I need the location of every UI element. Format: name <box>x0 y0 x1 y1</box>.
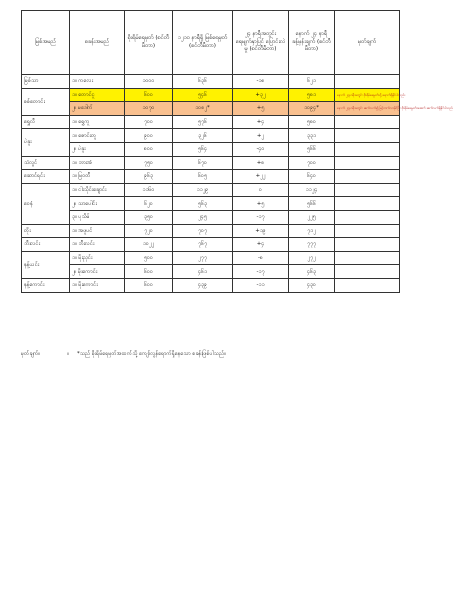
current-level-cell: ၅၇၆ <box>173 115 233 129</box>
table-row <box>22 197 400 211</box>
danger-level-cell: ၆၀၀ <box>125 88 173 102</box>
remark-cell: နောက် ၂၄နာရီအတွင်း ဆက်လက်၍ မြင့်တက်လာနိုင်ပြီး စိုးရိမ်ရေမှတ်အထက် ဆက်လက်ရှိနိုင်ပါသည်။ <box>335 102 400 116</box>
remark-cell <box>335 278 400 292</box>
station-cell: ၁။ မြဝတီ <box>70 170 125 184</box>
current-level-cell: ၄၃၉ <box>173 278 233 292</box>
station-cell: ၁။ ဘီးလင်း <box>70 238 125 252</box>
current-level-cell: ၅၆၃ <box>173 197 233 211</box>
current-level-cell: ၂၇၇ <box>173 251 233 265</box>
station-cell: ၁။ အဖူပင် <box>70 224 125 238</box>
current-level-cell: ၆၇၀ <box>173 156 233 170</box>
station-cell: ၂။ သာပေါင်း <box>70 197 125 211</box>
forecast-cell: ၇၀၀ <box>289 156 335 170</box>
station-cell: ၁။ မိုးကောင်း <box>70 278 125 292</box>
forecast-cell: ၃၃၁ <box>289 129 335 143</box>
danger-level-cell: ၇၀၀ <box>125 115 173 129</box>
remark-cell <box>335 251 400 265</box>
change-cell: +၃၂ <box>233 88 289 102</box>
forecast-cell: ၆၄၀ <box>289 170 335 184</box>
change-cell: -၈ <box>233 251 289 265</box>
table-row <box>22 238 400 252</box>
change-cell: +၄ <box>233 115 289 129</box>
remark-cell <box>335 142 400 156</box>
table-row <box>22 251 400 265</box>
footnote <box>21 350 226 358</box>
remark-cell <box>335 75 400 89</box>
station-cell: ၃။ ပုသိမ် <box>70 210 125 224</box>
river-name-cell: နန့်ကောင်း <box>22 278 70 292</box>
change-cell: +၂၂ <box>233 170 289 184</box>
danger-level-cell: ၆၂၀ <box>125 197 173 211</box>
forecast-cell: ၁၀၉၄* <box>289 102 335 116</box>
change-cell: +၄ <box>233 238 289 252</box>
remark-cell: နောက် ၂၄နာရီအတွင်း စိုးရိမ်ရေမှတ်သို့ ရောက်ရှိနိုင်ပါသည်။ <box>335 88 400 102</box>
change-cell: ၀ <box>233 183 289 197</box>
table-row <box>22 102 400 116</box>
current-level-cell: ၁၁၂၉ <box>173 183 233 197</box>
forecast-cell: ၅၆၆ <box>289 197 335 211</box>
river-name-cell: စစ်တောင်း <box>22 88 70 115</box>
forecast-cell: ၆၂၁ <box>289 75 335 89</box>
change-cell: +၈ <box>233 156 289 170</box>
danger-level-cell: ၅၀၀ <box>125 251 173 265</box>
remark-cell <box>335 129 400 143</box>
station-cell: ၁။ တောင်ငူ <box>70 88 125 102</box>
forecast-cell: ၅၈၀ <box>289 115 335 129</box>
danger-level-cell: ၃၅၀ <box>125 210 173 224</box>
table-row <box>22 88 400 102</box>
table-body <box>22 75 453 293</box>
forecast-cell: ၇၇၇ <box>289 238 335 252</box>
current-level-cell: ၇၀၇ <box>173 224 233 238</box>
current-level-cell: ၄၆၁ <box>173 265 233 279</box>
header-forecast: နောက် ၂၄ နာရီ ခန့်မှန်းချက် (စင်တီမီတာ) <box>289 11 335 75</box>
header-station: စခန်းအမည် <box>70 11 125 75</box>
remark-cell <box>335 183 400 197</box>
header-24h-change: ၂၄ နာရီအတွင်း ရေမျက်နှာပြင် ပြောင်းလဲမှု (စင်တီမီတာ) <box>233 11 289 75</box>
forecast-cell: ၄၆၃ <box>289 265 335 279</box>
river-name-cell: တိုး <box>22 224 70 238</box>
table-row <box>22 75 400 89</box>
current-level-cell: ၇၆၇ <box>173 238 233 252</box>
table-row <box>22 142 400 156</box>
footnote-separator: ။ <box>67 351 69 357</box>
danger-level-cell: ၉၀၀ <box>125 129 173 143</box>
forecast-cell: ၅၈၁ <box>289 88 335 102</box>
forecast-cell: ၇၁၂ <box>289 224 335 238</box>
river-name-cell: ဝေနံ <box>22 183 70 224</box>
station-cell: ၂။ ပဲခူး <box>70 142 125 156</box>
change-cell: -၁၇ <box>233 265 289 279</box>
current-level-cell: ၃၂၆ <box>173 129 233 143</box>
river-name-cell: ပဲခူး <box>22 129 70 156</box>
current-level-cell: ၂၄၅ <box>173 210 233 224</box>
current-level-cell: ၅၆၄ <box>173 142 233 156</box>
river-name-cell: ဆောင်ရင်း <box>22 170 70 184</box>
station-cell: ၂။ မဒေါက် <box>70 102 125 116</box>
danger-level-cell: ၁၀၀၀ <box>125 75 173 89</box>
header-river: မြစ်အမည် <box>22 11 70 75</box>
table-row <box>22 224 400 238</box>
header-row <box>22 11 400 75</box>
change-cell: -၁၁ <box>233 278 289 292</box>
station-cell: ၁။ ဇောင်းတူ <box>70 129 125 143</box>
danger-level-cell: ၆၀၀ <box>125 278 173 292</box>
station-cell: ၁။ မိုးညှင်း <box>70 251 125 265</box>
current-level-cell: ၁၀၈၂* <box>173 102 233 116</box>
river-level-table <box>21 10 453 293</box>
river-name-cell: နန့်ယင်း <box>22 251 70 278</box>
forecast-cell: ၅၆၆ <box>289 142 335 156</box>
river-name-cell: ဘီးလင်း <box>22 238 70 252</box>
change-cell: -၁၈ <box>233 75 289 89</box>
danger-level-cell: ၁၁၆၀ <box>125 183 173 197</box>
table-row <box>22 115 400 129</box>
table-row <box>22 265 400 279</box>
table-row <box>22 170 400 184</box>
table-row <box>22 156 400 170</box>
header-danger-level: စိုးရိမ်ရေမှတ် (စင်တီမီတာ) <box>125 11 173 75</box>
table-header <box>22 11 400 75</box>
danger-level-cell: ၈၀၀ <box>125 142 173 156</box>
table-row <box>22 129 400 143</box>
change-cell: -၄၀ <box>233 142 289 156</box>
danger-level-cell: ၁၀၂၂ <box>125 238 173 252</box>
change-cell: +၅ <box>233 197 289 211</box>
footnote-label: မှတ်ချက်။ <box>21 351 41 357</box>
danger-level-cell: ၇၅၀ <box>125 156 173 170</box>
current-level-cell: ၅၄၆ <box>173 88 233 102</box>
remark-cell <box>335 156 400 170</box>
station-cell: ၁။ ကလေး <box>70 75 125 89</box>
station-cell: ၁။ ရွှေကူ <box>70 115 125 129</box>
remark-cell <box>335 224 400 238</box>
table-row <box>22 278 400 292</box>
station-cell: ၁။ ငါးသိုင်းချောင်း <box>70 183 125 197</box>
remark-cell <box>335 197 400 211</box>
header-current-level: ၁၂၁၀ နာရီရှိ မြစ်ရေမှတ် (စင်တီမီတာ) <box>173 11 233 75</box>
danger-level-cell: ၁၀၇၀ <box>125 102 173 116</box>
danger-level-cell: ၇၂၀ <box>125 224 173 238</box>
remark-cell <box>335 115 400 129</box>
remark-cell <box>335 170 400 184</box>
change-cell: +၁၉ <box>233 224 289 238</box>
river-name-cell: မြစ်သာ <box>22 75 70 89</box>
footnote-text: *သည် စိုးရိမ်ရေမှတ်အထက်သို့ ကျော်လွန်ရောက်ရှိနေသော စခန်းဖြစ်ပါသည်။ <box>77 351 226 357</box>
river-name-cell: ရွှေလီ <box>22 115 70 129</box>
remark-cell <box>335 210 400 224</box>
table-row <box>22 210 400 224</box>
change-cell: +၂ <box>233 129 289 143</box>
table-row <box>22 183 400 197</box>
change-cell: -၁၇ <box>233 210 289 224</box>
forecast-cell: ၄၃၀ <box>289 278 335 292</box>
current-level-cell: ၆၀၅ <box>173 170 233 184</box>
forecast-cell: ၂၇၂ <box>289 251 335 265</box>
current-level-cell: ၆၃၆ <box>173 75 233 89</box>
danger-level-cell: ၉၆၃ <box>125 170 173 184</box>
remark-cell <box>335 265 400 279</box>
station-cell: ၂။ မိုးကောင်း <box>70 265 125 279</box>
forecast-cell: ၁၁၂၄ <box>289 183 335 197</box>
header-remark: မှတ်ချက် <box>335 11 400 75</box>
remark-cell <box>335 238 400 252</box>
river-name-cell: သံလွင် <box>22 156 70 170</box>
forecast-cell: ၂၂၅ <box>289 210 335 224</box>
station-cell: ၁။ ဘားအံ <box>70 156 125 170</box>
change-cell: +၅ <box>233 102 289 116</box>
danger-level-cell: ၆၀၀ <box>125 265 173 279</box>
